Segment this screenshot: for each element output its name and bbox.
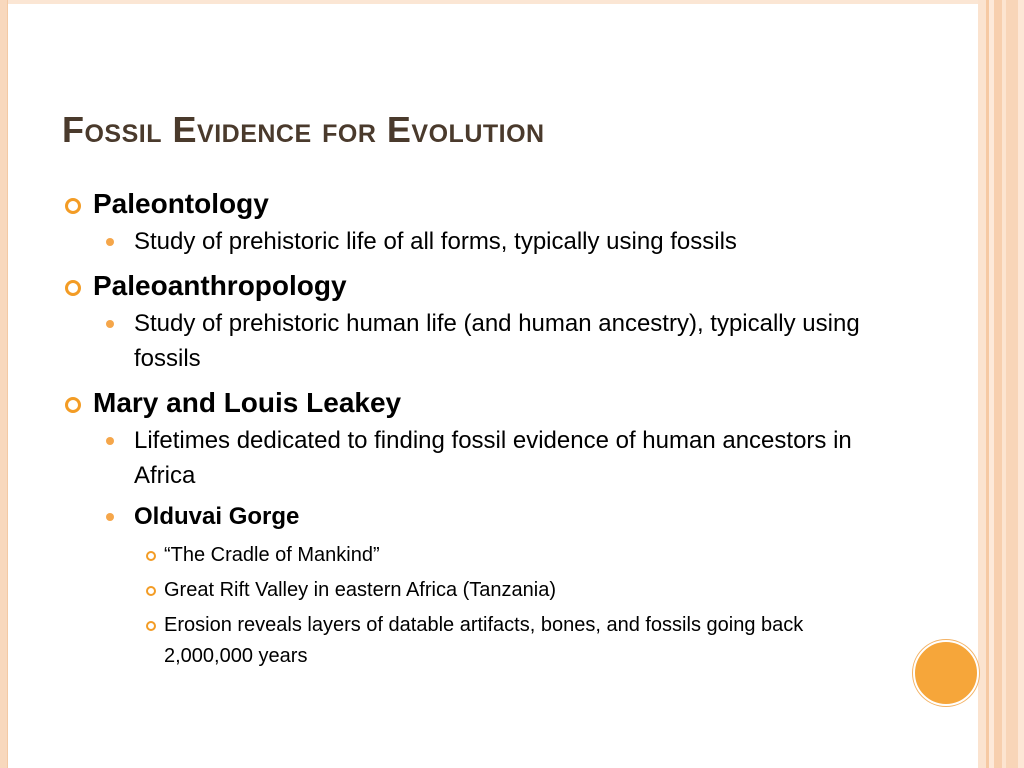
- bullet-heading: Paleontology: [93, 188, 269, 219]
- sub-bullet-text: Olduvai Gorge: [134, 503, 300, 530]
- ring-bullet-icon: [65, 280, 81, 296]
- top-border: [0, 0, 1024, 4]
- sub-bullet-olduvai-gorge: [93, 499, 882, 534]
- dot-bullet-icon: [106, 320, 114, 328]
- third-level-text: Erosion reveals layers of datable artifacts, bones, and fossils going back 2,000,000 years: [164, 614, 804, 667]
- sub-bullet-text: Study of prehistoric human life (and human ancestry), typically using fossils: [134, 310, 860, 372]
- bullet-paleoanthropology: [62, 266, 882, 376]
- third-level-bullet: [93, 575, 882, 606]
- small-ring-bullet-icon: [146, 586, 156, 596]
- ring-bullet-icon: [65, 397, 81, 413]
- sub-bullet: [93, 224, 882, 259]
- stripe: [994, 0, 1002, 768]
- ring-bullet-icon: [65, 198, 81, 214]
- sub-bullet: [93, 306, 882, 376]
- dot-bullet-icon: [106, 513, 114, 521]
- left-border: [0, 0, 7, 768]
- sub-bullet-list: [93, 423, 882, 534]
- stripe: [978, 0, 986, 768]
- third-level-list: [93, 540, 882, 672]
- third-level-bullet: [93, 610, 882, 672]
- sub-bullet-list: [93, 306, 882, 376]
- stripe: [1006, 0, 1018, 768]
- third-level-text: Great Rift Valley in eastern Africa (Tanzania): [164, 579, 557, 601]
- bullet-leakey: [62, 383, 882, 672]
- dot-bullet-icon: [106, 437, 114, 445]
- third-level-bullet: [93, 540, 882, 571]
- slide-title: Fossil Evidence for Evolution: [62, 109, 545, 150]
- bullet-paleontology: [62, 184, 882, 259]
- left-border-line: [7, 0, 8, 768]
- sub-bullet-text: Study of prehistoric life of all forms, typically using fossils: [134, 228, 737, 255]
- slide-content: [62, 184, 882, 679]
- sub-bullet-list: [93, 224, 882, 259]
- third-level-text: “The Cradle of Mankind”: [164, 544, 380, 566]
- bullet-heading: Mary and Louis Leakey: [93, 387, 402, 418]
- decorative-orange-circle: [913, 640, 979, 706]
- bullet-list: [62, 184, 882, 672]
- stripe: [1018, 0, 1024, 768]
- small-ring-bullet-icon: [146, 551, 156, 561]
- sub-bullet: [93, 423, 882, 493]
- small-ring-bullet-icon: [146, 621, 156, 631]
- dot-bullet-icon: [106, 238, 114, 246]
- sub-bullet-text: Lifetimes dedicated to finding fossil evidence of human ancestors in Africa: [134, 427, 852, 489]
- bullet-heading: Paleoanthropology: [93, 270, 347, 301]
